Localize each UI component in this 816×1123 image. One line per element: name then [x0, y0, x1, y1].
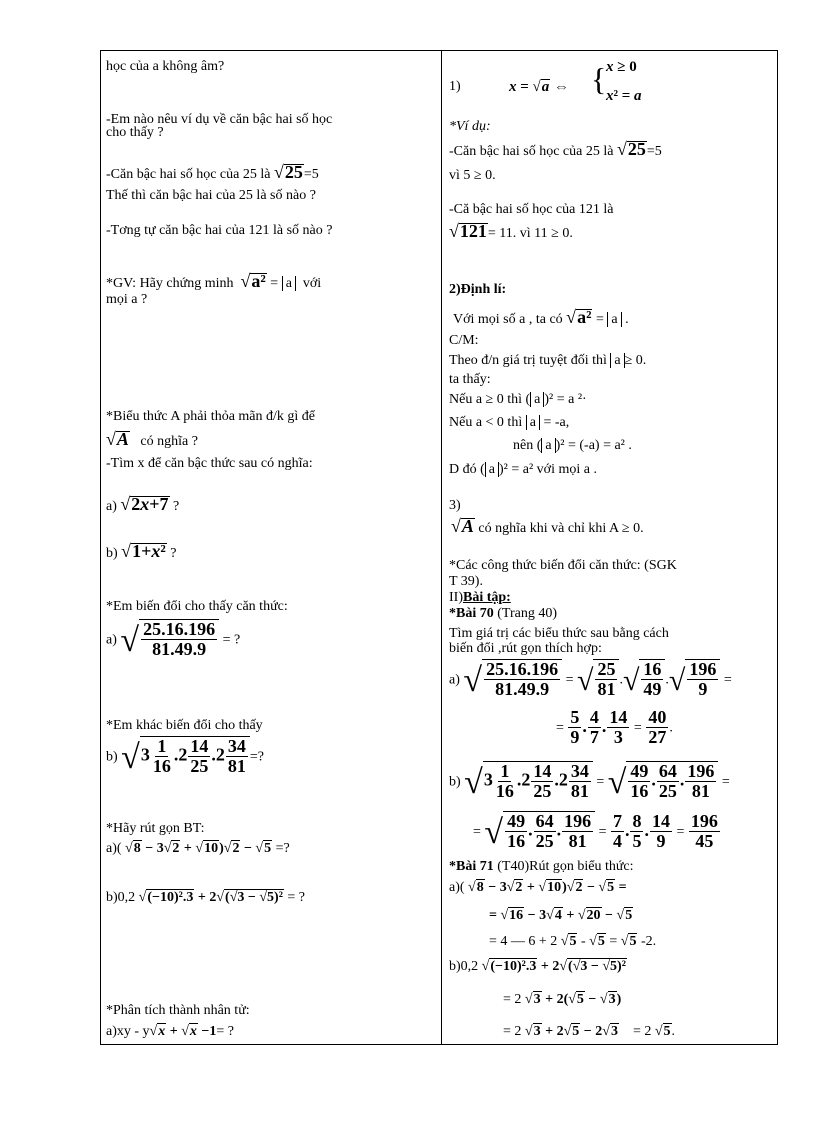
right-formula: x ≥ 0 — [606, 59, 637, 75]
right-line: biến đổi ,rút gọn thích hợp: — [449, 641, 602, 656]
right-line: II)Bài tập: — [449, 590, 511, 605]
right-line: 3) — [449, 498, 461, 513]
brace-icon: { — [591, 61, 607, 97]
left-line: mọi a ? — [106, 292, 148, 307]
right-line: = 2 √3 + 2√5 − 2√3 = 2 √5. — [503, 1024, 676, 1039]
left-line: a) √2x+7 ? — [106, 494, 180, 514]
right-line: D đó ( a )² = a² với mọi a . — [449, 462, 597, 477]
right-line: = $\frac{5}{9}$ . $\frac{4}{7}$ . $\frac{14}{3}$ = $\frac{40}{27}$ . — [556, 707, 673, 747]
right-line: √121= 11. vì 11 ≥ 0. — [449, 221, 573, 241]
left-line: -Em nào nêu ví dụ về căn bậc hai số học — [106, 112, 333, 127]
right-formula: x = √a ⇔ — [509, 79, 570, 95]
left-line: học của a không âm? — [106, 59, 225, 74]
right-line: b) √3 $\frac{1}{16}$ .2 $\frac{14}{25}$ .2 $\frac{34}{81}$ = √ $\frac{49}{16}$ . $\frac{64}{25}$ . $\frac{196}{81}$ = — [449, 761, 730, 801]
right-line: *Các công thức biến đổi căn thức: (SGK — [449, 558, 677, 573]
left-line: a) √ $\frac{25.16.196}{81.49.9}$ = ? — [106, 619, 241, 659]
right-line: -Căn bậc hai số học của 25 là √25=5 — [449, 139, 662, 159]
left-line: b) √1+x² ? — [106, 541, 177, 561]
right-line: √A có nghĩa khi và chỉ khi A ≥ 0. — [451, 516, 644, 536]
lesson-table — [100, 50, 778, 1045]
right-line: -Că bậc hai số học của 121 là — [449, 202, 614, 217]
right-line: a) √ $\frac{25.16.196}{81.49.9}$ = √ $\frac{25}{81}$ .√ $\frac{16}{49}$ .√ $\frac{196}{9}$ = — [449, 659, 732, 699]
right-line: a)( √8 − 3√2 + √10)√2 − √5 = — [449, 880, 627, 895]
right-line: b)0,2 √(−10)².3 + 2√(√3 − √5)² — [449, 959, 626, 974]
left-line: b)0,2 √(−10)².3 + 2√(√3 − √5)² = ? — [106, 890, 306, 905]
left-line: √A có nghĩa ? — [106, 429, 198, 449]
left-line: *GV: Hãy chứng minh √a² = a với — [106, 271, 322, 291]
right-formula: x² = a — [606, 88, 642, 104]
right-line: Với mọi số a , ta có √a² = a . — [453, 307, 629, 327]
right-line: Tìm giá trị các biểu thức sau bằng cách — [449, 626, 669, 641]
left-line: -Tìm x để căn bậc thức sau có nghĩa: — [106, 456, 313, 471]
left-line: Thế thì căn bậc hai của 25 là số nào ? — [106, 188, 316, 203]
left-line: -Tơng tự căn bậc hai của 121 là số nào ? — [106, 223, 333, 238]
left-line: b) √3 $\frac{1}{16}$ .2 $\frac{14}{25}$ .2 $\frac{34}{81}$ =? — [106, 736, 264, 776]
left-line: *Biểu thức A phải thỏa mãn đ/k gì để — [106, 409, 316, 424]
left-line: *Em khác biến đổi cho thấy — [106, 718, 263, 733]
left-line: -Căn bậc hai số học của 25 là √25=5 — [106, 162, 319, 182]
right-line: ta thấy: — [449, 372, 491, 387]
right-line: = 4 — 6 + 2 √5 - √5 = √5 -2. — [489, 934, 657, 949]
right-line: = 2 √3 + 2(√5 − √3) — [503, 992, 622, 1007]
right-heading: 2)Định lí: — [449, 282, 507, 297]
right-line: Theo đ/n giá trị tuyệt đối thì a ≥ 0. — [449, 353, 647, 368]
right-line: T 39). — [449, 574, 483, 589]
column-divider — [441, 51, 442, 1044]
left-line: cho thấy ? — [106, 125, 164, 140]
right-line: C/M: — [449, 333, 479, 348]
left-line: *Phân tích thành nhân tử: — [106, 1003, 250, 1018]
left-line: a)( √8 − 3√2 + √10)√2 − √5 =? — [106, 841, 290, 856]
left-line: a)xy - y√x + √x −1= ? — [106, 1024, 234, 1039]
right-line: *Ví dụ: — [449, 119, 491, 134]
right-line: Nếu a < 0 thì a = -a, — [449, 415, 570, 430]
right-line: Nếu a ≥ 0 thì ( a )² = a ²· — [449, 392, 587, 407]
left-line: *Em biến đổi cho thấy căn thức: — [106, 599, 288, 614]
left-line: *Hãy rút gọn BT: — [106, 821, 205, 836]
right-line: *Bài 70 (Trang 40) — [449, 606, 557, 621]
right-line: 1) — [449, 79, 461, 94]
right-line: = √ $\frac{49}{16}$ . $\frac{64}{25}$ . $\frac{196}{81}$ = $\frac{7}{4}$ . $\frac{8}{5}$ . $\frac{14}{9}$ = $\frac{196}{45}$ — [473, 811, 718, 851]
right-line: *Bài 71 (T40)Rút gọn biểu thức: — [449, 859, 634, 874]
right-line: nên ( a )² = (-a) = a² . — [513, 438, 632, 453]
right-line: vì 5 ≥ 0. — [449, 168, 496, 183]
right-line: = √16 − 3√4 + √20 − √5 — [489, 908, 633, 923]
